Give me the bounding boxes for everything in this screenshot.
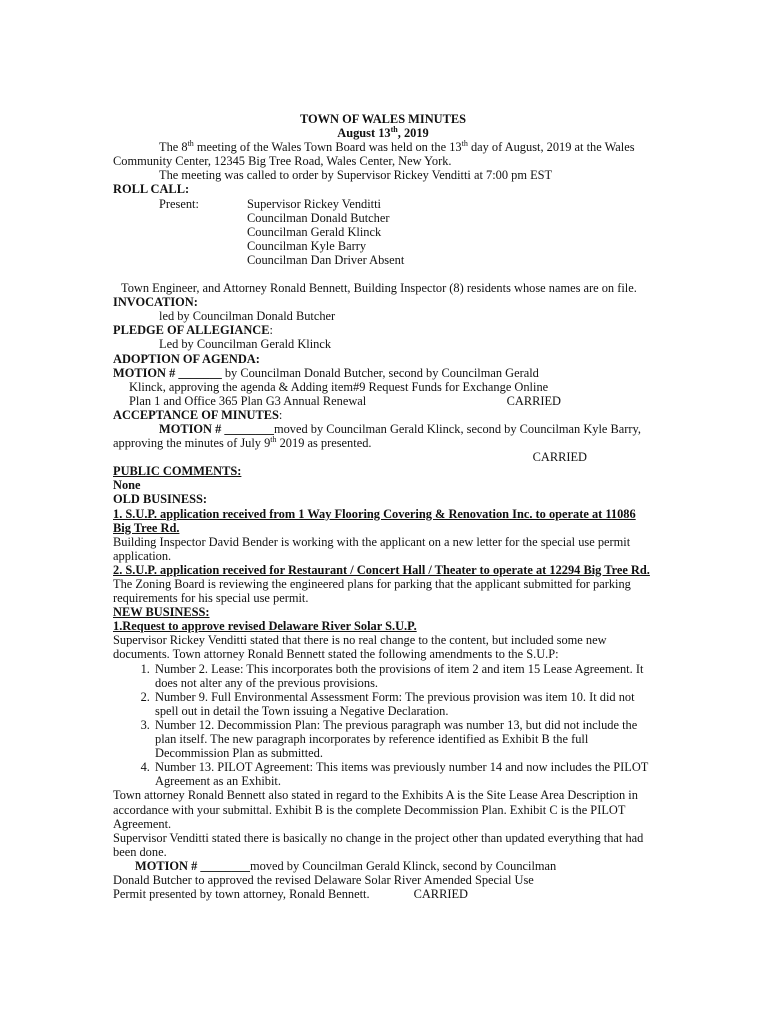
carried-label: CARRIED: [413, 887, 468, 902]
meeting-date: August 13th, 2019: [337, 124, 429, 141]
document-title: TOWN OF WALES MINUTES: [299, 112, 467, 126]
member-item: Councilman Donald Butcher: [247, 210, 390, 225]
intro-paragraph: The 8th meeting of the Wales Town Board was held on the 13th day of August, 2019 at the Wales Community Center, 12345 Big Tree Road, Wales Center, New York.: [113, 139, 635, 169]
member-item: Councilman Dan Driver Absent: [247, 252, 405, 267]
carried-label: CARRIED: [532, 450, 587, 465]
carried-label: CARRIED: [506, 393, 561, 408]
exhibits-text: Town attorney Ronald Bennett also stated in regard to the Exhibits A is the Site Lease Area Description in accordance with your submittal. Exhibit B is the complete Decommission Plan. Exhibit C is the PILOT Agreement.: [113, 788, 638, 831]
list-item: 1. Number 2. Lease: This incorporates both the provisions of item 2 and item 15 Lease Agreement. It does not alter any of the previous provisions.: [153, 662, 653, 690]
public-comments-text: None: [113, 478, 141, 493]
invocation-heading: INVOCATION:: [113, 295, 198, 310]
old-business-item-2-text: The Zoning Board is reviewing the engineered plans for parking that the applicant submitted for parking requirements for his special use permit.: [113, 577, 631, 606]
member-item: Councilman Kyle Barry: [247, 238, 367, 253]
pledge-text: Led by Councilman Gerald Klinck: [159, 337, 332, 352]
present-label: Present:: [159, 196, 199, 211]
roll-call-heading: ROLL CALL:: [113, 182, 190, 197]
old-business-heading: OLD BUSINESS:: [113, 492, 207, 507]
member-item: Supervisor Rickey Venditti: [247, 196, 381, 211]
new-business-item-1-text: Supervisor Rickey Venditti stated that there is no real change to the content, but included some new documents. Town attorney Ronald Bennett stated the following amendments to the S.U.P:: [113, 633, 607, 662]
adoption-motion: MOTION # _______ by Councilman Donald Butcher, second by Councilman Gerald Klinck, approving the agenda & Adding item#9 Request Funds for Exchange Online Plan 1 and Office 365 Plan G3 Annual Renewal CARRIED: [113, 365, 561, 408]
acceptance-heading: ACCEPTANCE OF MINUTES:: [113, 407, 283, 422]
list-item: 3. Number 12. Decommission Plan: The previous paragraph was number 13, but did not include the plan itself. The new paragraph incorporates by reference identified as Exhibit B the full Decommission Plan as submitted.: [153, 718, 653, 760]
new-business-motion: MOTION # ________moved by Councilman Gerald Klinck, second by Councilman Donald Butcher to approved the revised Delaware Solar River Amended Special Use Permit presented by town attorney, Ronald Bennett. CARRIED: [113, 858, 557, 902]
adoption-heading: ADOPTION OF AGENDA:: [113, 351, 260, 366]
call-to-order: The meeting was called to order by Supervisor Rickey Venditti at 7:00 pm EST: [159, 168, 553, 183]
old-business-item-1-text: Building Inspector David Bender is working with the applicant on a new letter for the special use permit application.: [113, 534, 631, 563]
present-members: [247, 197, 404, 267]
amendments-list: [113, 662, 653, 789]
supervisor-statement: Supervisor Venditti stated there is basically no change in the project other than updated everything that had been done.: [113, 830, 644, 859]
pledge-heading: PLEDGE OF ALLEGIANCE:: [113, 323, 273, 338]
roll-call-list: [113, 197, 653, 267]
new-business-heading: NEW BUSINESS:: [113, 605, 210, 620]
member-item: Councilman Gerald Klinck: [247, 224, 382, 239]
public-comments-heading: PUBLIC COMMENTS:: [113, 464, 242, 479]
acceptance-motion: MOTION # ________moved by Councilman Gerald Klinck, second by Councilman Kyle Barry, approving the minutes of July 9th 2019 as presented.: [113, 421, 642, 451]
list-item: 2. Number 9. Full Environmental Assessment Form: The previous provision was item 10. It did not spell out in detail the Town issuing a Negative Declaration.: [153, 690, 653, 718]
old-business-item-1-title: 1. S.U.P. application received from 1 Way Flooring Covering & Renovation Inc. to operate at 11086 Big Tree Rd.: [113, 506, 636, 535]
others-present: Town Engineer, and Attorney Ronald Bennett, Building Inspector (8) residents whose names are on file.: [121, 281, 637, 296]
list-item: 4. Number 13. PILOT Agreement: This items was previously number 14 and now includes the PILOT Agreement as an Exhibit.: [153, 760, 653, 788]
old-business-item-2-title: 2. S.U.P. application received for Restaurant / Concert Hall / Theater to operate at 12294 Big Tree Rd.: [113, 562, 650, 577]
minutes-document: [113, 112, 653, 901]
new-business-item-1-title: 1.Request to approve revised Delaware River Solar S.U.P.: [113, 619, 417, 634]
invocation-text: led by Councilman Donald Butcher: [159, 309, 336, 324]
